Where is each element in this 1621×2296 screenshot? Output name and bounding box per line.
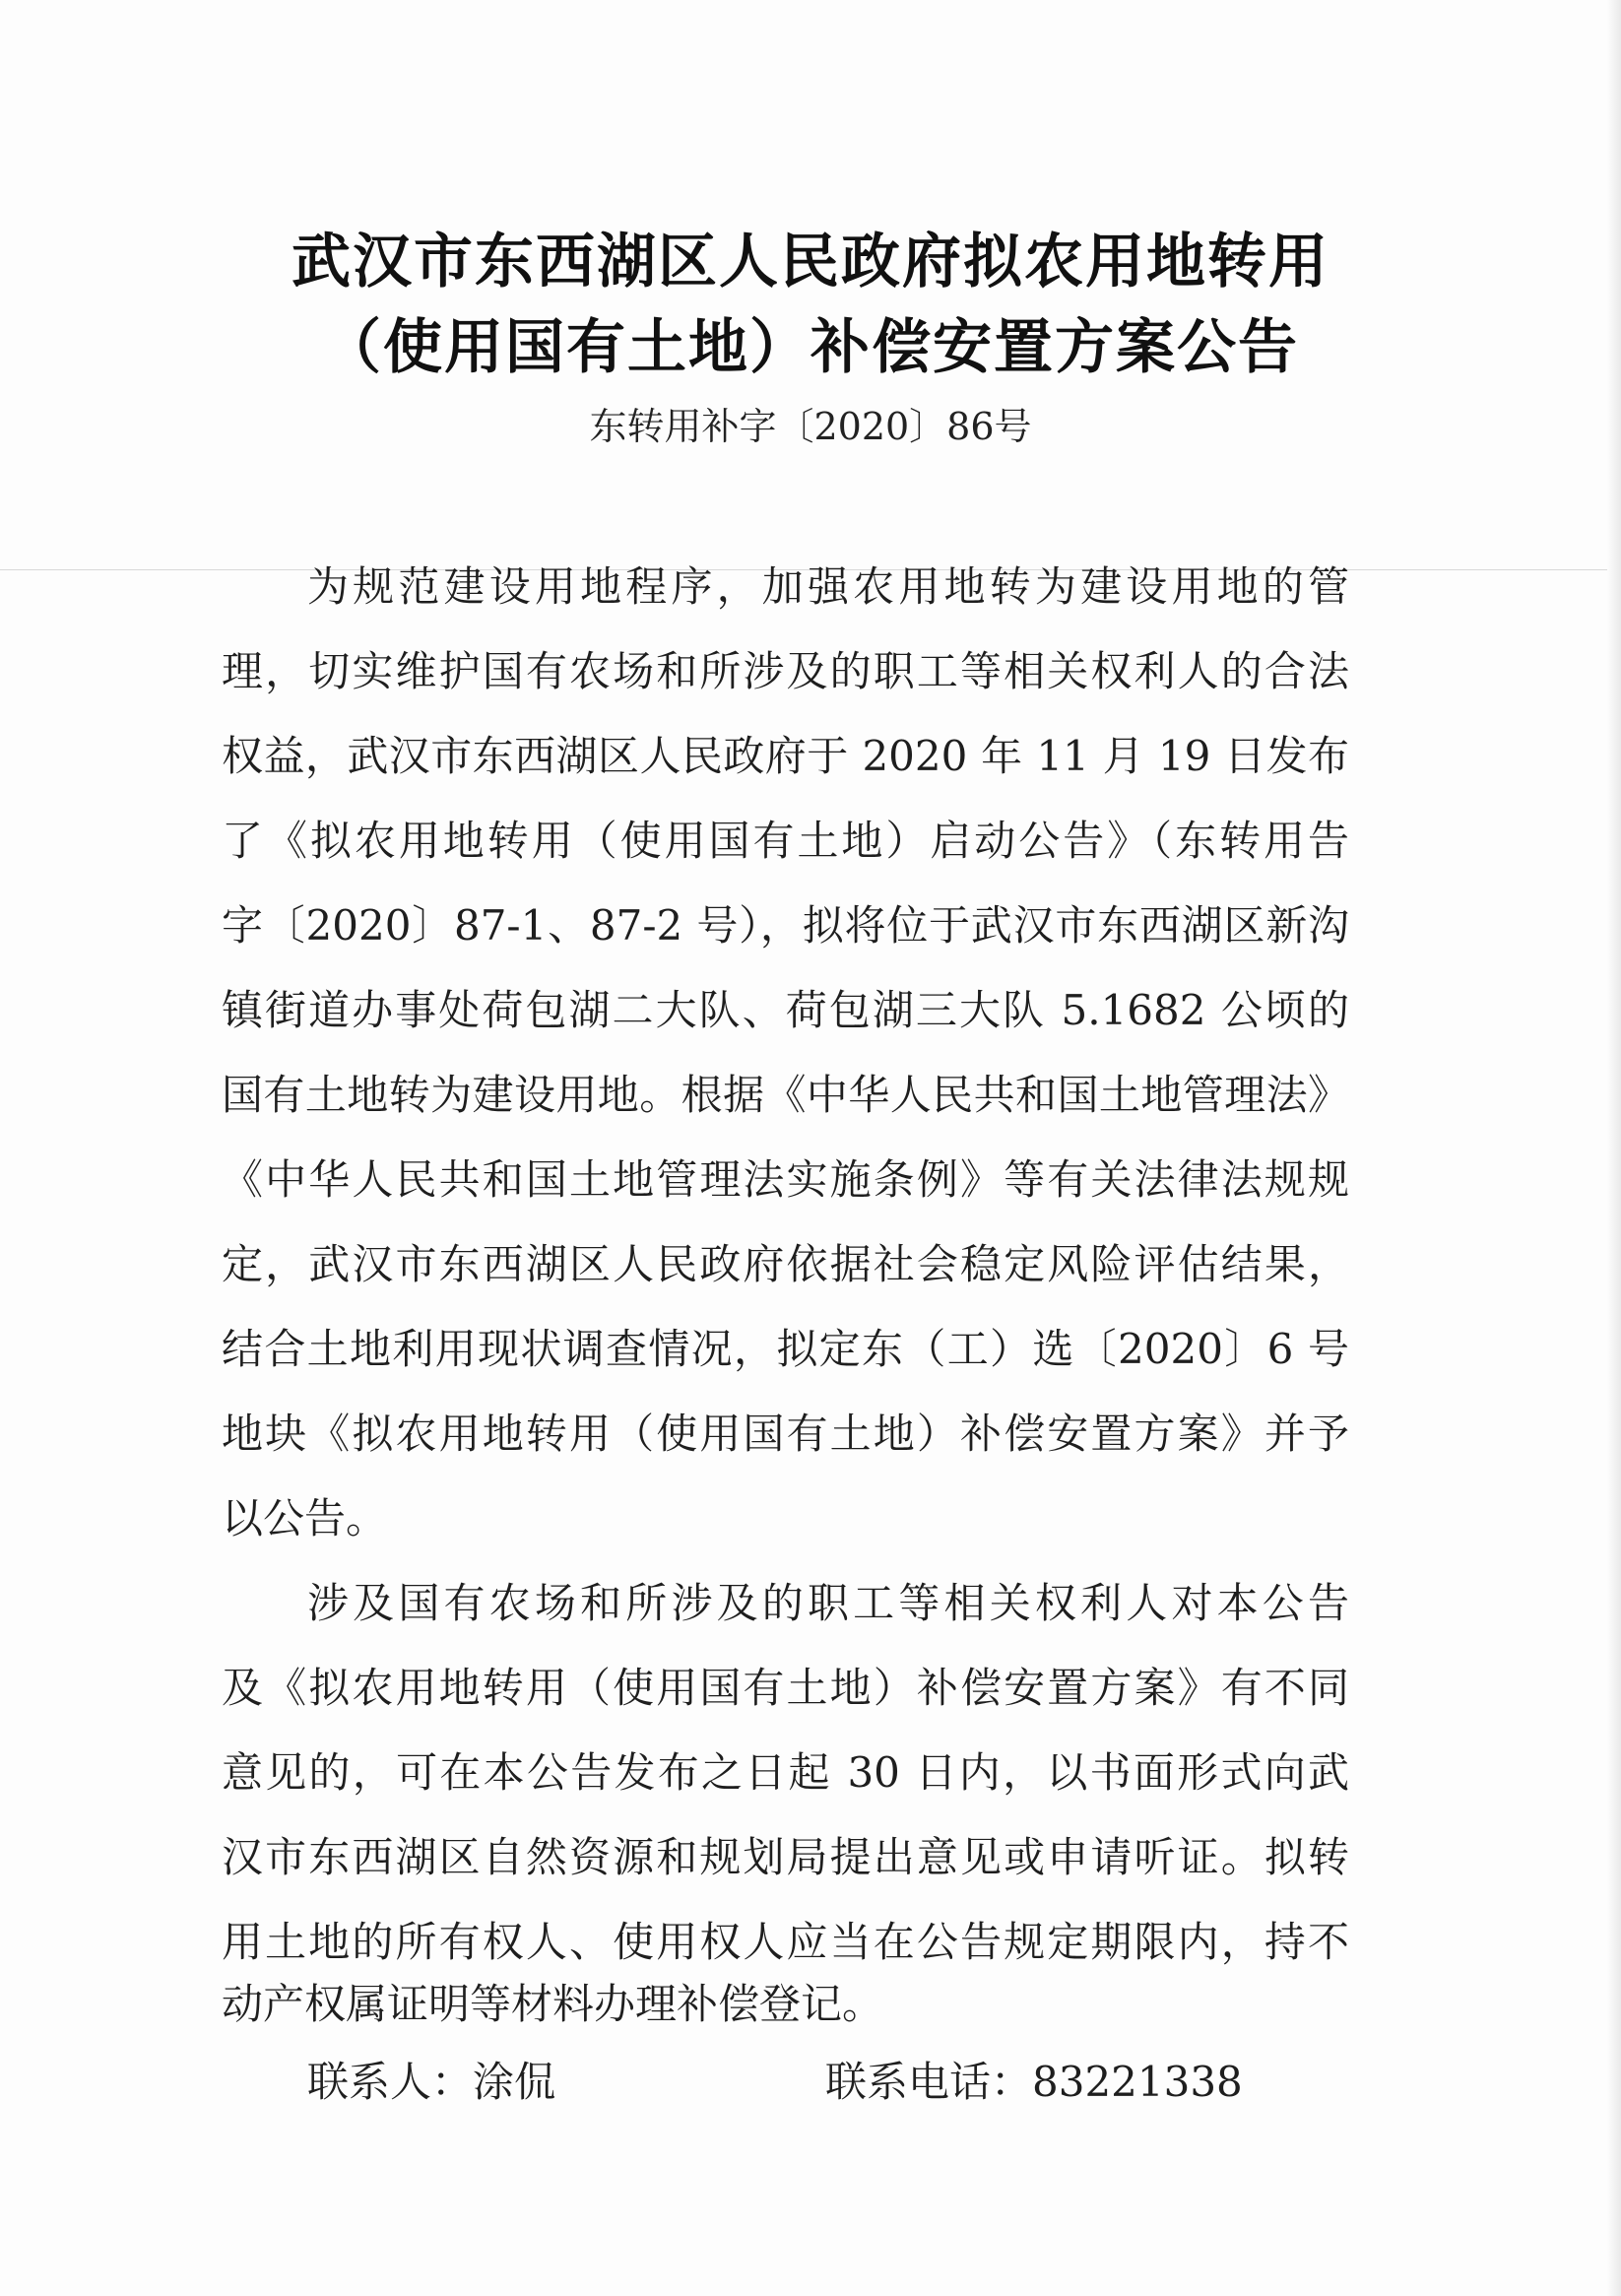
- paragraph1-line: 字〔2020〕87-1、87-2 号），拟将位于武汉市东西湖区新沟: [222, 901, 1349, 950]
- paragraph1-line: 结合土地利用现状调查情况，拟定东（工）选〔2020〕6 号: [222, 1325, 1349, 1373]
- paragraph2-line: 意见的，可在本公告发布之日起 30 日内，以书面形式向武: [222, 1748, 1349, 1797]
- paragraph1-line: 权益，武汉市东西湖区人民政府于 2020 年 11 月 19 日发布: [222, 732, 1349, 780]
- paragraph2-line: 用土地的所有权人、使用权人应当在公告规定期限内，持不: [222, 1918, 1349, 1966]
- paragraph1-line: 镇街道办事处荷包湖二大队、荷包湖三大队 5.1682 公顷的: [222, 986, 1349, 1034]
- paragraph1-line: 了《拟农用地转用（使用国有土地）启动公告》（东转用告: [222, 817, 1349, 865]
- paragraph2-line: 及《拟农用地转用（使用国有土地）补偿安置方案》有不同: [222, 1664, 1349, 1712]
- paragraph1-line: 国有土地转为建设用地。根据《中华人民共和国土地管理法》: [222, 1071, 1349, 1119]
- paragraph2-line: 动产权属证明等材料办理补偿登记。: [222, 1980, 884, 2028]
- paragraph1-line: 定，武汉市东西湖区人民政府依据社会稳定风险评估结果，: [222, 1240, 1349, 1288]
- paragraph1-line: 地块《拟农用地转用（使用国有土地）补偿安置方案》并予: [222, 1410, 1349, 1458]
- document-number: 东转用补字〔2020〕86号: [589, 405, 1032, 448]
- paragraph1-line: 《中华人民共和国土地管理法实施条例》等有关法律法规规: [222, 1155, 1349, 1204]
- title-line-2: （使用国有土地）补偿安置方案公告: [322, 313, 1299, 382]
- paragraph2-line: 汉市东西湖区自然资源和规划局提出意见或申请听证。拟转: [222, 1833, 1349, 1881]
- contact-phone: 联系电话：83221338: [825, 2058, 1243, 2106]
- title-line-1: 武汉市东西湖区人民政府拟农用地转用: [292, 228, 1329, 296]
- paragraph1-line: 为规范建设用地程序，加强农用地转为建设用地的管: [307, 562, 1349, 611]
- contact-person: 联系人：涂侃: [307, 2058, 556, 2106]
- paragraph1-line: 理，切实维护国有农场和所涉及的职工等相关权利人的合法: [222, 647, 1349, 695]
- paragraph1-line: 以公告。: [222, 1494, 388, 1542]
- paragraph2-line: 涉及国有农场和所涉及的职工等相关权利人对本公告: [307, 1579, 1349, 1627]
